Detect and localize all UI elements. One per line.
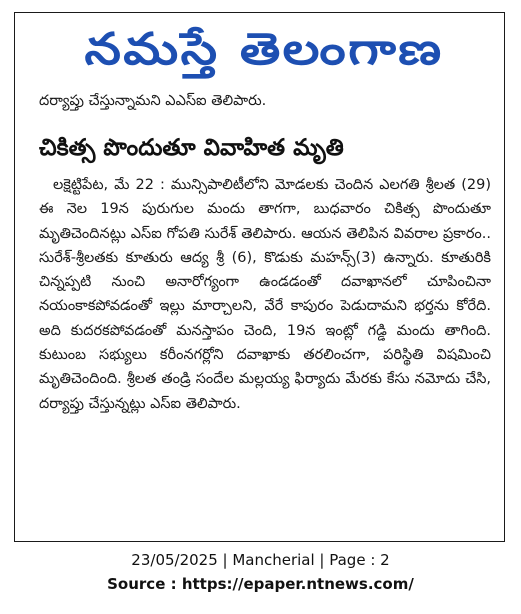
previous-story-ending: దర్యాప్తు చేస్తున్నామని ఎఎస్ఐ తెలిపారు. (39, 93, 267, 109)
article-headline: చికిత్స పొందుతూ వివాహిత మృతి (39, 135, 344, 161)
newspaper-masthead: నమస్తే తెలంగాణ (84, 24, 444, 75)
news-article (39, 89, 491, 416)
source-link[interactable]: Source : https://epaper.ntnews.com/ (107, 575, 414, 593)
newspaper-clipping (14, 12, 505, 542)
publication-info: 23/05/2025 | Mancherial | Page : 2 (131, 551, 390, 569)
article-body: లక్షెట్టిపేట, మే 22 : మున్సిపాలిటీలోని మోడలకు చెందిన ఎలగతి శ్రీలత (29) ఈ నెల 19న పురుగుల మందు తాగగా, బుధవారం చికిత్స పొందుతూ మృతిచెందినట్లు ఎస్ఐ గోపతి సురేశ్ తెలిపారు. ఆయన తెలిపిన వివరాల ప్రకారం.. సురేశ్-శ్రీలతకు కూతురు ఆద్య శ్రీ (6), కొడుకు మహన్స్(3) ఉన్నారు. కూతురికి చిన్నప్పటి నుంచి అనారోగ్యంగా ఉండడంతో దవాఖానలో చూపించినా నయంకాకపోవడంతో ఇల్లు మార్చాలని, వేరే కాపురం పెడుదామని భర్తను కోరేది. అది కుదరకపోవడంతో మనస్తాపం చెంది, 19న ఇంట్లో గడ్డి మందు తాగింది. కుటుంబ సభ్యులు కరీంనగర్లోని దవాఖాకు తరలించగా, పరిస్థితి విషమించి మృతిచెందింది. శ్రీలత తండ్రి సందేల మల్లయ్య ఫిర్యాదు మేరకు కేసు నమోదు చేసి, దర్యాప్తు చేస్తున్నట్లు ఎస్ఐ తెలిపారు. (39, 177, 491, 412)
